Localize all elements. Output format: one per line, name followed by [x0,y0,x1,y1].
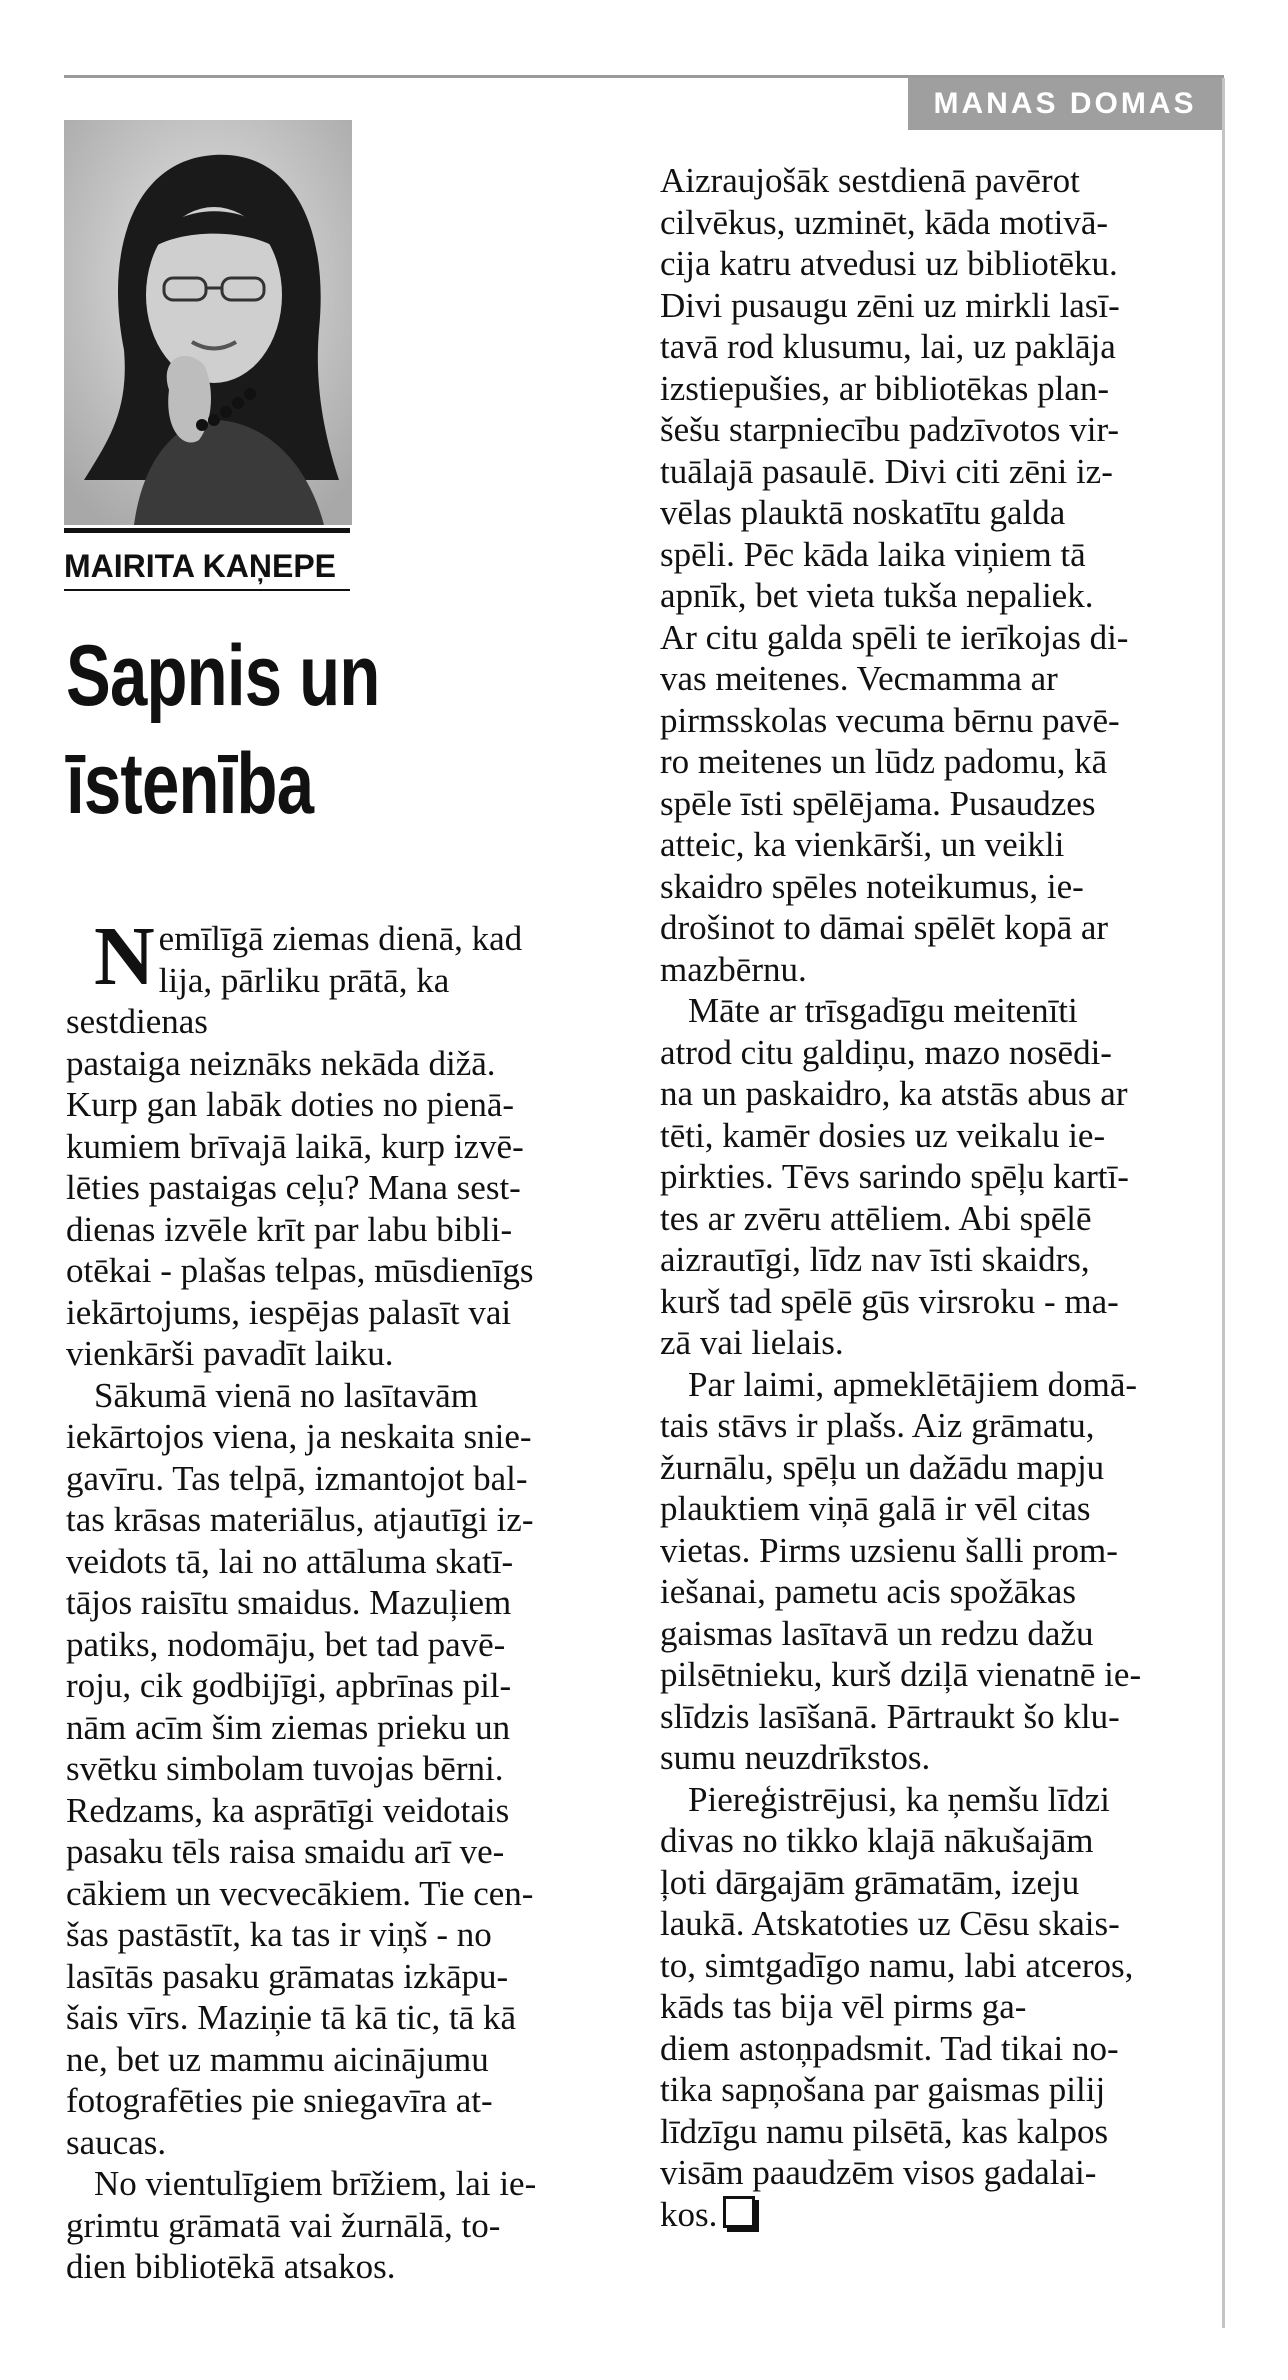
article-line: pirmsskolas vecuma bērnu pavē- [660,700,1120,740]
article-line: saucas. [66,2122,167,2162]
article-line: roju, cik godbijīgi, apbrīnas pil- [66,1666,512,1705]
article-line: sumu neuzdrīkstos. [660,1738,931,1777]
article-line: Redzams, ka asprātīgi veidotais [66,1790,510,1830]
article-line: grimtu grāmatā vai žurnālā, to- [66,2205,501,2245]
article-line: tēti, kamēr dosies uz veikalu ie- [660,1115,1106,1155]
article-line: drošinot to dāmai spēlēt kopā ar [660,908,1109,947]
article-line: veidots tā, lai no attāluma skatī- [66,1541,514,1581]
article-line: ne, bet uz mammu aicinājumu [66,2039,489,2079]
article-line: šais vīrs. Maziņie tā kā tic, tā kā [66,1998,516,2037]
article-line: skaidro spēles noteikumus, ie- [660,866,1084,906]
article-line: na un paskaidro, ka atstās abus ar [660,1074,1128,1113]
article-line: to, simtgadīgo namu, labi atceros, [660,1945,1134,1985]
article-line: Ar citu galda spēli te ierīkojas di- [660,617,1129,657]
article-line: kāds tas bija vēl pirms ga- [660,1987,1027,2026]
article-line: plauktiem viņā galā ir vēl citas [660,1489,1091,1528]
article-line: lija, pārliku prātā, ka sestdienas [66,960,450,1041]
author-name: MAIRITA KAŅEPE [64,528,350,591]
article-line: emīlīgā ziemas dienā, kad [158,919,523,958]
author-photo [64,120,352,525]
article-line: gaismas lasītavā un redzu dažu [660,1613,1094,1653]
article-line: iekārtojos viena, ja neskaita snie- [66,1417,532,1456]
article-line: dienas izvēle krīt par labu bibli- [66,1209,513,1249]
headline-line-1: Sapnis un [66,628,380,724]
end-mark-icon [723,2196,755,2228]
article-column-2 [660,160,1208,2235]
article-line: fotografēties pie sniegavīra at- [66,2081,493,2120]
article-line: kos. [660,2194,718,2234]
article-line: iekārtojums, iespējas palasīt vai [66,1292,512,1332]
article-line: Divi pusaugu zēni uz mirkli lasī- [660,285,1120,325]
article-line: lasītās pasaku grāmatas izkāpu- [66,1956,509,1996]
article-line: izstiepušies, ar bibliotēkas plan- [660,368,1110,408]
article-line: līdzīgu namu pilsētā, kas kalpos [660,2111,1109,2151]
article-line: Par laimi, apmeklētājiem domā- [688,1364,1138,1404]
article-line: tuālajā pasaulē. Divi citi zēni iz- [660,451,1113,491]
article-line: iešanai, pametu acis spožākas [660,1572,1076,1611]
article-line: lēties pastaigas ceļu? Mana sest- [66,1168,521,1207]
article-line: divas no tikko klajā nākušajām [660,1821,1094,1860]
article-line: Māte ar trīsgadīgu meitenīti [688,991,1078,1030]
article-line: Sākumā vienā no lasītavām [94,1375,478,1415]
article-line: ļoti dārgajām grāmatām, izeju [660,1862,1080,1902]
article-line: gavīru. Tas telpā, izmantojot bal- [66,1458,528,1498]
article-line: otēkai - plašas telpas, mūsdienīgs [66,1251,534,1290]
article-line: patiks, nodomāju, bet tad pavē- [66,1624,506,1664]
article-line: tika sapņošana par gaismas pilij [660,2070,1106,2109]
article-last-line [660,2194,1208,2236]
article-line: nām acīm šim ziemas prieku un [66,1707,511,1747]
article-line: pasaku tēls raisa smaidu arī ve- [66,1832,505,1871]
article-line: vietas. Pirms uzsienu šalli prom- [660,1530,1118,1570]
article-line: cija katru atvedusi uz bibliotēku. [660,244,1118,283]
drop-cap: N [94,910,155,1003]
article-line: tājos raisītu smaidus. Mazuļiem [66,1583,512,1622]
article-line: zā vai lielais. [660,1323,844,1362]
article-line: kumiem brīvajā laikā, kurp izvē- [66,1126,524,1166]
article-line: tas krāsas materiālus, atjautīgi iz- [66,1500,534,1539]
article-line: spēle īsti spēlējama. Pusaudzes [660,783,1096,823]
article-line: tais stāvs ir plašs. Aiz grāmatu, [660,1406,1095,1445]
article-line: ro meitenes un lūdz padomu, kā [660,742,1108,781]
article-line: pirkties. Tēvs sarindo spēļu kartī- [660,1157,1129,1196]
article-line: vienkārši pavadīt laiku. [66,1334,394,1373]
article-line: Piereģistrējusi, ka ņemšu līdzi [688,1779,1110,1819]
section-label: MANAS DOMAS [908,78,1222,130]
article-line: slīdzis lasīšanā. Pārtraukt šo klu- [660,1696,1120,1736]
article-line: atteic, ka vienkārši, un veikli [660,825,1065,864]
right-rule [1222,78,1225,2328]
article-line: dien bibliotēkā atsakos. [66,2247,396,2286]
article-line: Aizraujošāk sestdienā pavērot [660,161,1080,200]
article-line: žurnālu, spēļu un dažādu mapju [660,1447,1105,1487]
article-line: atrod citu galdiņu, mazo nosēdi- [660,1032,1112,1072]
article-line: cākiem un vecvecākiem. Tie cen- [66,1873,534,1913]
article-line: laukā. Atskatoties uz Cēsu skais- [660,1904,1120,1943]
article-line: pastaiga neiznāks nekāda dižā. [66,1043,496,1083]
article-line: pilsētnieku, kurš dziļā vienatnē ie- [660,1655,1142,1694]
article-line: vēlas plauktā noskatītu galda [660,493,1066,532]
article-line: svētku simbolam tuvojas bērni. [66,1749,504,1788]
article-line: spēli. Pēc kāda laika viņiem tā [660,534,1086,574]
article-line: vas meitenes. Vecmamma ar [660,659,1058,698]
article-line: cilvēkus, uzminēt, kāda motivā- [660,202,1109,242]
article-line: tavā rod klusumu, lai, uz paklāja [660,327,1116,366]
article-line: šešu starpniecību padzīvotos vir- [660,410,1120,449]
article-line: diem astoņpadsmit. Tad tikai no- [660,2028,1119,2068]
article-line: visām paaudzēm visos gadalai- [660,2153,1097,2192]
article-line: tes ar zvēru attēliem. Abi spēlē [660,1198,1092,1238]
article-line: kurš tad spēlē gūs virsroku - ma- [660,1281,1119,1321]
article-line: šas pastāstīt, ka tas ir viņš - no [66,1915,492,1954]
headline-line-2: īstenība [66,736,314,832]
article-line: apnīk, bet vieta tukša nepaliek. [660,576,1094,615]
article-line: mazbērnu. [660,949,807,989]
article-column-1 [66,910,586,2288]
headline [66,622,503,838]
article-line: Kurp gan labāk doties no pienā- [66,1085,515,1124]
article-line: No vientulīgiem brīžiem, lai ie- [94,2164,537,2203]
article-line: aizrautīgi, līdz nav īsti skaidrs, [660,1240,1090,1279]
